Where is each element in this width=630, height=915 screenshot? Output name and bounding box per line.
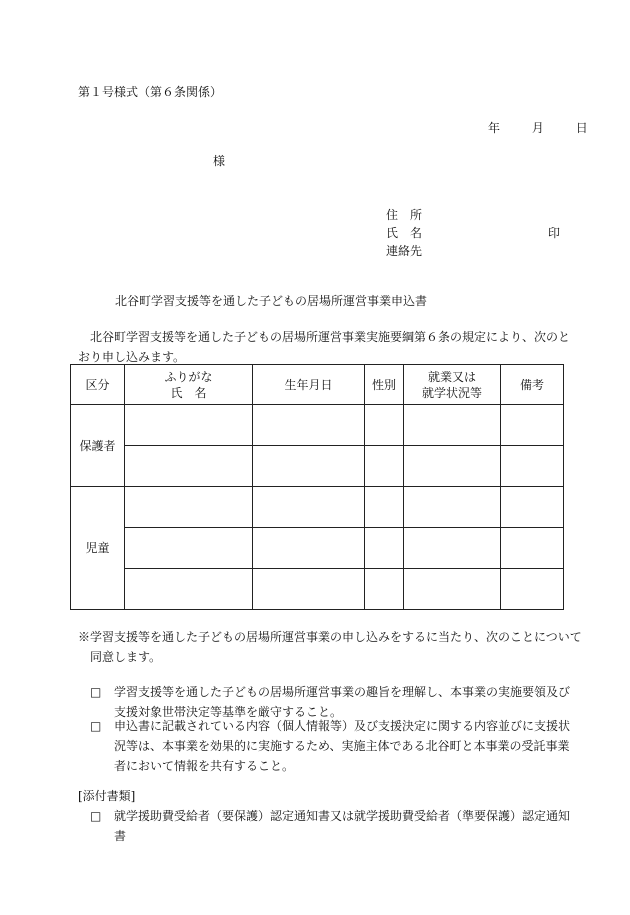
consent-intro: ※学習支援等を通した子どもの居場所運営事業の申し込みをするに当たり、次のことについて同意します。 [78,630,582,664]
child-employment-cell[interactable] [404,569,501,610]
checkbox-icon[interactable]: □ [90,685,102,699]
table-row [71,446,564,487]
child-birthdate-cell[interactable] [253,569,365,610]
guardian-birthdate-cell[interactable] [253,405,365,446]
guardian-gender-cell[interactable] [365,405,404,446]
header-name [125,365,253,405]
guardian-gender-cell[interactable] [365,446,404,487]
table-row [71,487,564,528]
date-month-label: 月 [531,121,544,135]
group-guardian-label: 保護者 [71,405,125,487]
child-gender-cell[interactable] [365,569,404,610]
header-employment-line2: 就学状況等 [421,385,482,400]
attachments-heading: [添付書類] [78,789,136,803]
date-line [488,120,588,136]
child-remarks-cell[interactable] [501,528,564,569]
group-child-label: 児童 [71,487,125,610]
guardian-remarks-cell[interactable] [501,405,564,446]
addressee-suffix: 様 [213,154,226,168]
child-gender-cell[interactable] [365,528,404,569]
child-employment-cell[interactable] [404,487,501,528]
header-employment [404,365,501,405]
header-remarks: 備考 [501,365,564,405]
checkbox-icon[interactable]: □ [90,719,102,733]
date-year-label: 年 [488,121,501,135]
guardian-name-cell[interactable] [125,405,253,446]
header-birthdate: 生年月日 [253,365,365,405]
guardian-birthdate-cell[interactable] [253,446,365,487]
header-employment-line1: 就業又は [427,369,476,384]
consent-item-1-text: 学習支援等を通した子どもの居場所運営事業の趣旨を理解し、本事業の実施要領及び支援対象世帯決定等基準を厳守すること。 [114,685,571,719]
checkbox-icon[interactable]: □ [90,809,102,823]
child-gender-cell[interactable] [365,487,404,528]
applicant-table [70,364,564,610]
applicant-address-label: 住 所 [386,208,423,222]
child-remarks-cell[interactable] [501,569,564,610]
header-furigana: ふりがな [164,369,213,384]
form-number: 第１号様式（第６条関係） [78,85,223,99]
attachment-item-1 [90,806,580,846]
table-row [71,528,564,569]
applicant-contact-label: 連絡先 [386,244,423,258]
child-remarks-cell[interactable] [501,487,564,528]
child-name-cell[interactable] [125,569,253,610]
intro-paragraph: 北谷町学習支援等を通した子どもの居場所運営事業実施要綱第６条の規定により、次のとおり申し込みます。 [78,330,571,364]
page-title: 北谷町学習支援等を通した子どもの居場所運営事業申込書 [115,294,428,308]
child-birthdate-cell[interactable] [253,487,365,528]
applicant-seal-label: 印 [548,226,561,240]
applicant-name-label: 氏 名 [386,226,423,240]
consent-item-2-text: 申込書に記載されている内容（個人情報等）及び支援決定に関する内容並びに支援状況等は、本事業を効果的に実施するため、実施主体である北谷町と本事業の受託事業者において情報を共有すること。 [114,719,571,773]
date-day-label: 日 [575,121,588,135]
header-category: 区分 [71,365,125,405]
child-employment-cell[interactable] [404,528,501,569]
guardian-employment-cell[interactable] [404,405,501,446]
guardian-name-cell[interactable] [125,446,253,487]
child-name-cell[interactable] [125,528,253,569]
child-birthdate-cell[interactable] [253,528,365,569]
guardian-remarks-cell[interactable] [501,446,564,487]
header-gender: 性別 [365,365,404,405]
table-row [71,405,564,446]
consent-item-2 [90,716,580,776]
attachment-item-1-text: 就学援助費受給者（要保護）認定通知書又は就学援助費受給者（準要保護）認定通知書 [114,809,571,843]
table-row [71,569,564,610]
guardian-employment-cell[interactable] [404,446,501,487]
child-name-cell[interactable] [125,487,253,528]
header-name-label: 氏 名 [170,385,207,400]
